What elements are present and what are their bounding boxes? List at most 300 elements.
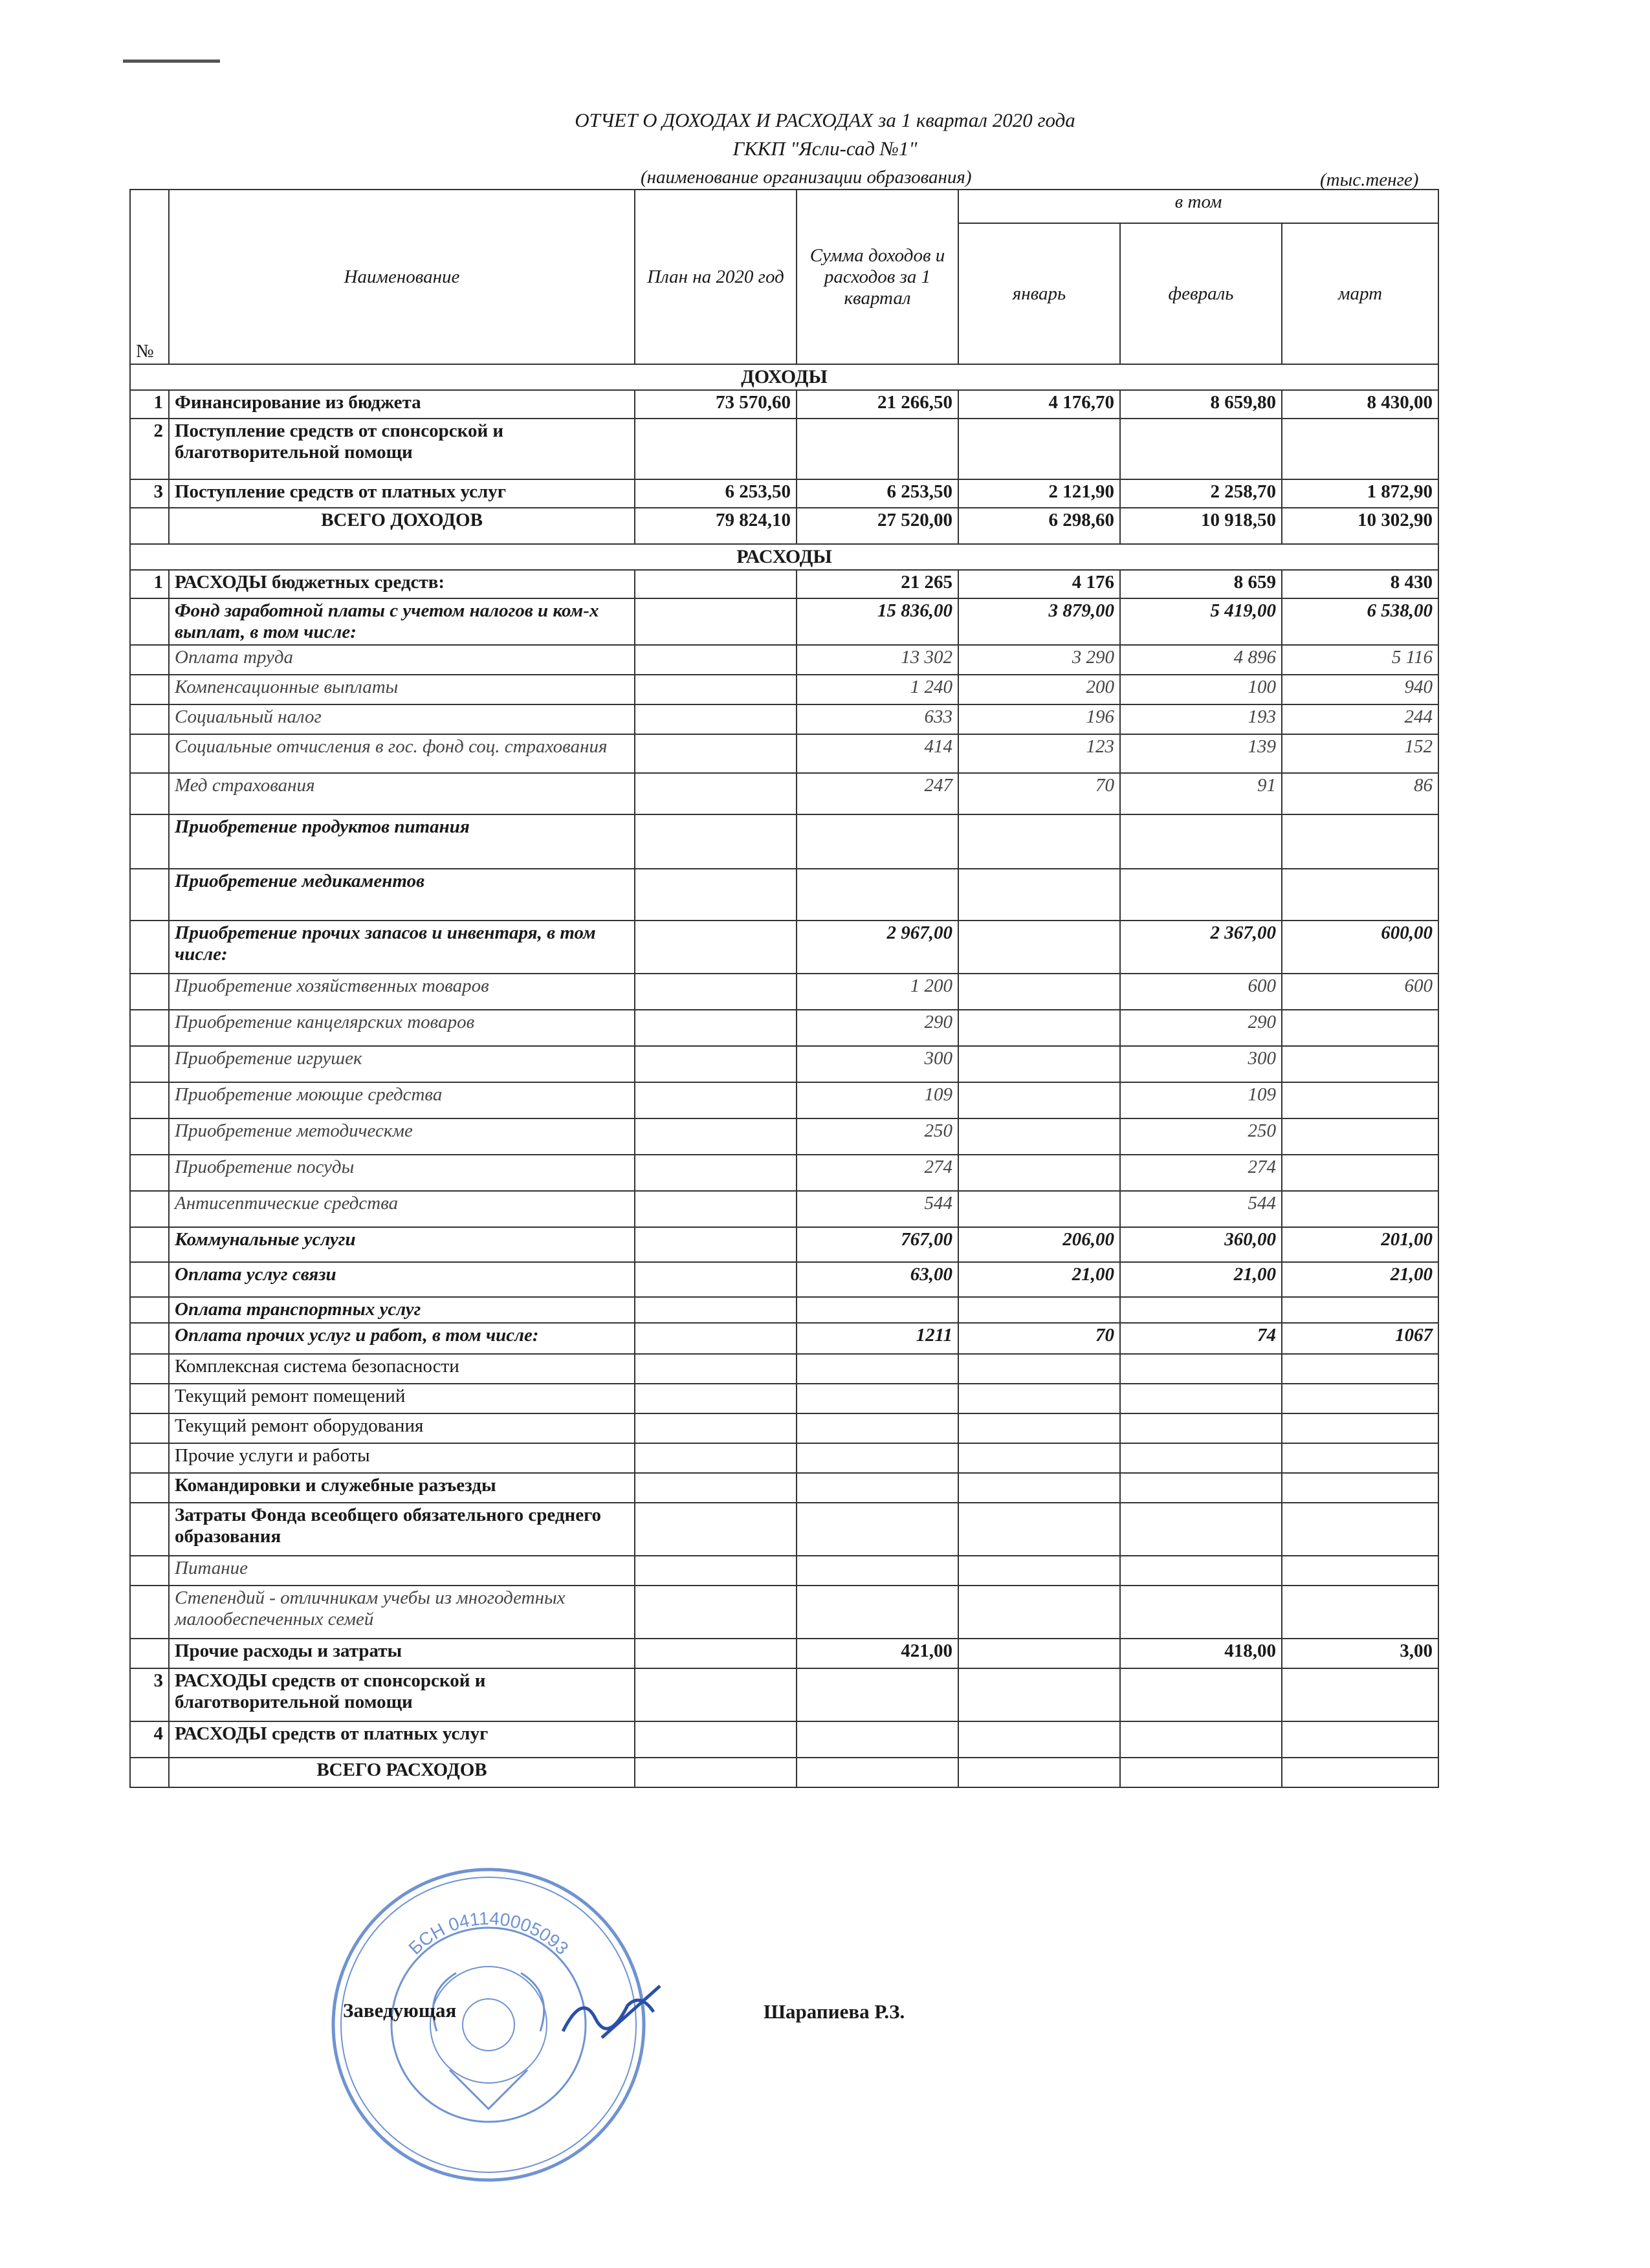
cell-sum: 63,00 [797, 1262, 958, 1297]
cell-mar: 8 430,00 [1282, 390, 1438, 419]
row-number [130, 1082, 169, 1118]
row-number: 4 [130, 1721, 169, 1758]
cell-mar [1282, 1155, 1438, 1191]
row-name: Антисептические средства [169, 1191, 635, 1227]
cell-mar [1282, 1384, 1438, 1413]
row-name: РАСХОДЫ средств от спонсорской и благотворительной помощи [169, 1668, 635, 1721]
cell-jan [958, 1118, 1120, 1155]
row-name: Приобретение моющие средства [169, 1082, 635, 1118]
cell-plan [635, 1046, 797, 1082]
row-name: Приобретение прочих запасов и инвентаря, в том числе: [169, 921, 635, 974]
cell-jan: 206,00 [958, 1227, 1120, 1262]
row-name: Приобретение методическме [169, 1118, 635, 1155]
report-title: ОТЧЕТ О ДОХОДАХ И РАСХОДАХ за 1 квартал 2020 года [575, 109, 1075, 131]
cell-sum: 274 [797, 1155, 958, 1191]
cell-jan [958, 1556, 1120, 1586]
cell-jan [958, 1443, 1120, 1473]
cell-mar: 8 430 [1282, 570, 1438, 598]
row-name: Поступление средств от платных услуг [169, 479, 635, 508]
col-jan-header: январь [958, 223, 1120, 364]
cell-feb: 274 [1120, 1155, 1282, 1191]
scan-mark [123, 60, 220, 63]
table-row [130, 1384, 1438, 1413]
row-name: РАСХОДЫ бюджетных средств: [169, 570, 635, 598]
cell-plan [635, 1639, 797, 1668]
cell-sum: 290 [797, 1010, 958, 1046]
income-total-feb: 10 918,50 [1120, 508, 1282, 544]
cell-jan [958, 1668, 1120, 1721]
cell-plan [635, 645, 797, 675]
table-row [130, 479, 1438, 508]
table-row [130, 734, 1438, 773]
cell-jan [958, 814, 1120, 869]
cell-sum: 1211 [797, 1323, 958, 1354]
currency-unit: (тыс.тенге) [1320, 169, 1419, 190]
row-name: Компенсационные выплаты [169, 675, 635, 704]
cell-sum [797, 1473, 958, 1503]
row-number [130, 1155, 169, 1191]
cell-feb: 21,00 [1120, 1262, 1282, 1297]
table-row [130, 1082, 1438, 1118]
empty-cell [797, 1758, 958, 1787]
report-table [129, 189, 1439, 1788]
cell-plan [635, 921, 797, 974]
report-body [130, 364, 1438, 1787]
row-name: Социальный налог [169, 704, 635, 734]
cell-sum [797, 1384, 958, 1413]
income-total-mar: 10 302,90 [1282, 508, 1438, 544]
cell-feb: 300 [1120, 1046, 1282, 1082]
cell-plan [635, 675, 797, 704]
row-number [130, 773, 169, 814]
row-name: Приобретение продуктов питания [169, 814, 635, 869]
cell-jan [958, 921, 1120, 974]
table-row [130, 869, 1438, 921]
cell-jan [958, 1473, 1120, 1503]
empty-cell [958, 1758, 1120, 1787]
table-row [130, 1323, 1438, 1354]
table-row [130, 1262, 1438, 1297]
cell-plan [635, 1227, 797, 1262]
svg-text:БСН 041140005093 [404, 1908, 572, 1959]
cell-feb [1120, 1413, 1282, 1443]
row-name: Степендий - отличникам учебы из многодетных малообеспеченных семей [169, 1586, 635, 1639]
cell-plan [635, 1118, 797, 1155]
col-name-header: Наименование [169, 190, 635, 364]
cell-feb: 8 659,80 [1120, 390, 1282, 419]
row-number [130, 869, 169, 921]
expense-section-title: РАСХОДЫ [130, 544, 1438, 570]
table-row [130, 390, 1438, 419]
cell-sum: 109 [797, 1082, 958, 1118]
row-name: Текущий ремонт помещений [169, 1384, 635, 1413]
row-number [130, 675, 169, 704]
income-section-title: ДОХОДЫ [130, 364, 1438, 390]
cell-feb: 74 [1120, 1323, 1282, 1354]
table-row [130, 1155, 1438, 1191]
income-total-jan: 6 298,60 [958, 508, 1120, 544]
row-number [130, 1503, 169, 1556]
cell-jan: 123 [958, 734, 1120, 773]
row-number [130, 1354, 169, 1384]
row-number: 1 [130, 390, 169, 419]
cell-jan [958, 1010, 1120, 1046]
cell-jan [958, 1046, 1120, 1082]
income-section-title-row [130, 364, 1438, 390]
cell-feb [1120, 1721, 1282, 1758]
cell-sum: 300 [797, 1046, 958, 1082]
cell-feb [1120, 1586, 1282, 1639]
cell-jan [958, 974, 1120, 1010]
row-number [130, 1323, 169, 1354]
row-number: 3 [130, 1668, 169, 1721]
col-no-header: № [130, 190, 169, 364]
table-row [130, 974, 1438, 1010]
cell-jan [958, 1503, 1120, 1556]
cell-feb: 91 [1120, 773, 1282, 814]
row-name: Финансирование из бюджета [169, 390, 635, 419]
signatory-title: Заведующая [343, 1999, 457, 2022]
cell-sum: 13 302 [797, 645, 958, 675]
row-number: 1 [130, 570, 169, 598]
row-number: 2 [130, 419, 169, 479]
row-name: Текущий ремонт оборудования [169, 1413, 635, 1443]
cell-jan: 3 879,00 [958, 598, 1120, 645]
cell-mar: 600 [1282, 974, 1438, 1010]
cell-mar [1282, 1413, 1438, 1443]
cell-mar: 3,00 [1282, 1639, 1438, 1668]
cell-mar [1282, 1010, 1438, 1046]
cell-feb: 360,00 [1120, 1227, 1282, 1262]
cell-plan: 73 570,60 [635, 390, 797, 419]
row-name: Социальные отчисления в гос. фонд соц. страхования [169, 734, 635, 773]
row-number [130, 598, 169, 645]
signature [556, 1979, 673, 2051]
cell-mar: 940 [1282, 675, 1438, 704]
row-name: Фонд заработной платы с учетом налогов и ком-х выплат, в том числе: [169, 598, 635, 645]
cell-plan [635, 598, 797, 645]
cell-mar [1282, 869, 1438, 921]
cell-feb: 2 258,70 [1120, 479, 1282, 508]
row-name: Комплексная система безопасности [169, 1354, 635, 1384]
cell-mar: 1 872,90 [1282, 479, 1438, 508]
row-number [130, 921, 169, 974]
cell-plan [635, 814, 797, 869]
cell-sum [797, 1354, 958, 1384]
cell-plan [635, 974, 797, 1010]
cell-mar [1282, 1354, 1438, 1384]
cell-plan [635, 1473, 797, 1503]
cell-mar [1282, 419, 1438, 479]
row-number [130, 1473, 169, 1503]
table-row [130, 1191, 1438, 1227]
cell-mar [1282, 1297, 1438, 1323]
table-row [130, 1443, 1438, 1473]
cell-feb [1120, 1668, 1282, 1721]
row-name: Питание [169, 1556, 635, 1586]
row-name: Мед страхования [169, 773, 635, 814]
cell-plan [635, 1556, 797, 1586]
cell-jan [958, 1586, 1120, 1639]
empty-cell [1282, 1758, 1438, 1787]
cell-mar: 5 116 [1282, 645, 1438, 675]
col-mar-header: март [1282, 223, 1438, 364]
table-row [130, 570, 1438, 598]
cell-feb [1120, 814, 1282, 869]
cell-mar: 21,00 [1282, 1262, 1438, 1297]
cell-plan [635, 1262, 797, 1297]
row-name: Приобретение посуды [169, 1155, 635, 1191]
table-row [130, 645, 1438, 675]
table-row [130, 1413, 1438, 1443]
income-total-plan: 79 824,10 [635, 508, 797, 544]
col-group-header: в том [958, 190, 1438, 223]
row-name: Затраты Фонда всеобщего обязательного среднего образования [169, 1503, 635, 1556]
cell-jan: 4 176 [958, 570, 1120, 598]
row-name: Приобретение медикаментов [169, 869, 635, 921]
cell-plan [635, 1413, 797, 1443]
cell-mar: 152 [1282, 734, 1438, 773]
cell-feb [1120, 419, 1282, 479]
cell-sum [797, 1413, 958, 1443]
cell-jan: 21,00 [958, 1262, 1120, 1297]
organization-caption: (наименование организации образования) [641, 167, 972, 188]
cell-sum [797, 1721, 958, 1758]
cell-jan [958, 869, 1120, 921]
cell-feb: 109 [1120, 1082, 1282, 1118]
row-name: Оплата прочих услуг и работ, в том числе: [169, 1323, 635, 1354]
table-row [130, 1354, 1438, 1384]
col-feb-header: февраль [1120, 223, 1282, 364]
cell-jan: 196 [958, 704, 1120, 734]
cell-feb: 100 [1120, 675, 1282, 704]
row-number [130, 704, 169, 734]
cell-mar [1282, 1668, 1438, 1721]
row-name: Приобретение игрушек [169, 1046, 635, 1082]
cell-plan [635, 1503, 797, 1556]
cell-sum [797, 814, 958, 869]
table-row [130, 921, 1438, 974]
cell-jan: 2 121,90 [958, 479, 1120, 508]
cell-sum: 767,00 [797, 1227, 958, 1262]
income-total-sum: 27 520,00 [797, 508, 958, 544]
table-row [130, 1297, 1438, 1323]
cell-feb: 139 [1120, 734, 1282, 773]
cell-mar [1282, 1586, 1438, 1639]
cell-plan [635, 1354, 797, 1384]
income-total-label: ВСЕГО ДОХОДОВ [169, 508, 635, 544]
table-row [130, 1010, 1438, 1046]
cell-plan [635, 1297, 797, 1323]
table-row [130, 1118, 1438, 1155]
row-name: Оплата труда [169, 645, 635, 675]
table-row [130, 1473, 1438, 1503]
cell-plan [635, 1384, 797, 1413]
signatory-name: Шарапиева Р.З. [764, 2000, 905, 2023]
cell-jan [958, 1297, 1120, 1323]
cell-mar [1282, 1556, 1438, 1586]
cell-mar: 244 [1282, 704, 1438, 734]
stamp-bsn: БСН 041140005093 [404, 1908, 573, 1959]
cell-feb [1120, 1473, 1282, 1503]
cell-sum: 421,00 [797, 1639, 958, 1668]
table-row [130, 814, 1438, 869]
row-name: Приобретение канцелярских товаров [169, 1010, 635, 1046]
cell-sum [797, 869, 958, 921]
cell-sum: 544 [797, 1191, 958, 1227]
row-name: Оплата транспортных услуг [169, 1297, 635, 1323]
cell-sum: 6 253,50 [797, 479, 958, 508]
cell-feb [1120, 1556, 1282, 1586]
cell-plan [635, 869, 797, 921]
cell-mar: 600,00 [1282, 921, 1438, 974]
cell-sum [797, 1503, 958, 1556]
cell-sum: 2 967,00 [797, 921, 958, 974]
cell-feb: 544 [1120, 1191, 1282, 1227]
row-number [130, 1046, 169, 1082]
cell-mar [1282, 1721, 1438, 1758]
row-number [130, 1586, 169, 1639]
table-row [130, 1668, 1438, 1721]
empty-cell [635, 1758, 797, 1787]
cell-feb [1120, 1354, 1282, 1384]
cell-jan: 4 176,70 [958, 390, 1120, 419]
cell-plan [635, 1323, 797, 1354]
row-number [130, 1556, 169, 1586]
row-number [130, 734, 169, 773]
cell-plan [635, 773, 797, 814]
cell-sum: 15 836,00 [797, 598, 958, 645]
cell-plan [635, 419, 797, 479]
cell-mar [1282, 1082, 1438, 1118]
cell-feb [1120, 869, 1282, 921]
cell-plan [635, 704, 797, 734]
cell-feb: 250 [1120, 1118, 1282, 1155]
cell-mar [1282, 1046, 1438, 1082]
row-name: Поступление средств от спонсорской и благотворительной помощи [169, 419, 635, 479]
row-name: Командировки и служебные разъезды [169, 1473, 635, 1503]
cell-feb [1120, 1384, 1282, 1413]
row-name: Коммунальные услуги [169, 1227, 635, 1262]
cell-jan [958, 1639, 1120, 1668]
table-row [130, 1586, 1438, 1639]
cell-sum [797, 1443, 958, 1473]
cell-mar [1282, 1443, 1438, 1473]
cell-jan [958, 1384, 1120, 1413]
table-row [130, 1227, 1438, 1262]
cell-jan [958, 1354, 1120, 1384]
row-number [130, 1413, 169, 1443]
header-row-1 [130, 190, 1438, 223]
cell-sum [797, 1297, 958, 1323]
row-number: 3 [130, 479, 169, 508]
cell-sum: 1 240 [797, 675, 958, 704]
cell-sum: 21 265 [797, 570, 958, 598]
cell-plan [635, 734, 797, 773]
cell-feb [1120, 1443, 1282, 1473]
cell-plan [635, 1721, 797, 1758]
cell-mar [1282, 1118, 1438, 1155]
cell-mar: 6 538,00 [1282, 598, 1438, 645]
row-name: РАСХОДЫ средств от платных услуг [169, 1721, 635, 1758]
expense-total-row [130, 1758, 1438, 1787]
table-row [130, 1639, 1438, 1668]
cell-jan [958, 1413, 1120, 1443]
table-row [130, 419, 1438, 479]
cell-feb: 2 367,00 [1120, 921, 1282, 974]
cell-jan [958, 419, 1120, 479]
table-row [130, 1721, 1438, 1758]
cell-sum [797, 419, 958, 479]
cell-jan [958, 1721, 1120, 1758]
cell-plan [635, 1082, 797, 1118]
cell-sum [797, 1586, 958, 1639]
cell-sum: 21 266,50 [797, 390, 958, 419]
table-row [130, 1503, 1438, 1556]
cell-sum: 247 [797, 773, 958, 814]
cell-feb [1120, 1503, 1282, 1556]
cell-jan [958, 1191, 1120, 1227]
cell-feb: 600 [1120, 974, 1282, 1010]
organization-name: ГККП "Ясли-сад №1" [732, 137, 918, 160]
cell-mar [1282, 1191, 1438, 1227]
table-row [130, 773, 1438, 814]
cell-feb: 8 659 [1120, 570, 1282, 598]
cell-mar: 201,00 [1282, 1227, 1438, 1262]
row-name: Приобретение хозяйственных товаров [169, 974, 635, 1010]
row-number [130, 1191, 169, 1227]
table-row [130, 704, 1438, 734]
row-number [130, 1118, 169, 1155]
cell-plan: 6 253,50 [635, 479, 797, 508]
cell-plan [635, 1010, 797, 1046]
cell-sum: 414 [797, 734, 958, 773]
row-number [130, 1639, 169, 1668]
cell-feb [1120, 1297, 1282, 1323]
cell-plan [635, 1155, 797, 1191]
cell-plan [635, 1668, 797, 1721]
cell-sum: 250 [797, 1118, 958, 1155]
row-name: Прочие расходы и затраты [169, 1639, 635, 1668]
cell-plan [635, 570, 797, 598]
cell-jan: 70 [958, 773, 1120, 814]
cell-feb: 4 896 [1120, 645, 1282, 675]
cell-plan [635, 1443, 797, 1473]
col-sum-header: Сумма доходов и расходов за 1 квартал [797, 190, 958, 364]
row-number [130, 1758, 169, 1787]
cell-mar: 1067 [1282, 1323, 1438, 1354]
row-name: Прочие услуги и работы [169, 1443, 635, 1473]
cell-mar [1282, 814, 1438, 869]
row-number [130, 814, 169, 869]
row-name: Оплата услуг связи [169, 1262, 635, 1297]
table-row [130, 598, 1438, 645]
cell-jan: 70 [958, 1323, 1120, 1354]
col-plan-header: План на 2020 год [635, 190, 797, 364]
cell-mar [1282, 1473, 1438, 1503]
expense-section-title-row [130, 544, 1438, 570]
cell-jan: 200 [958, 675, 1120, 704]
cell-feb: 5 419,00 [1120, 598, 1282, 645]
row-number [130, 1010, 169, 1046]
row-number [130, 508, 169, 544]
row-number [130, 1297, 169, 1323]
cell-plan [635, 1191, 797, 1227]
row-number [130, 1443, 169, 1473]
cell-sum: 633 [797, 704, 958, 734]
cell-sum [797, 1668, 958, 1721]
expense-total-label: ВСЕГО РАСХОДОВ [169, 1758, 635, 1787]
